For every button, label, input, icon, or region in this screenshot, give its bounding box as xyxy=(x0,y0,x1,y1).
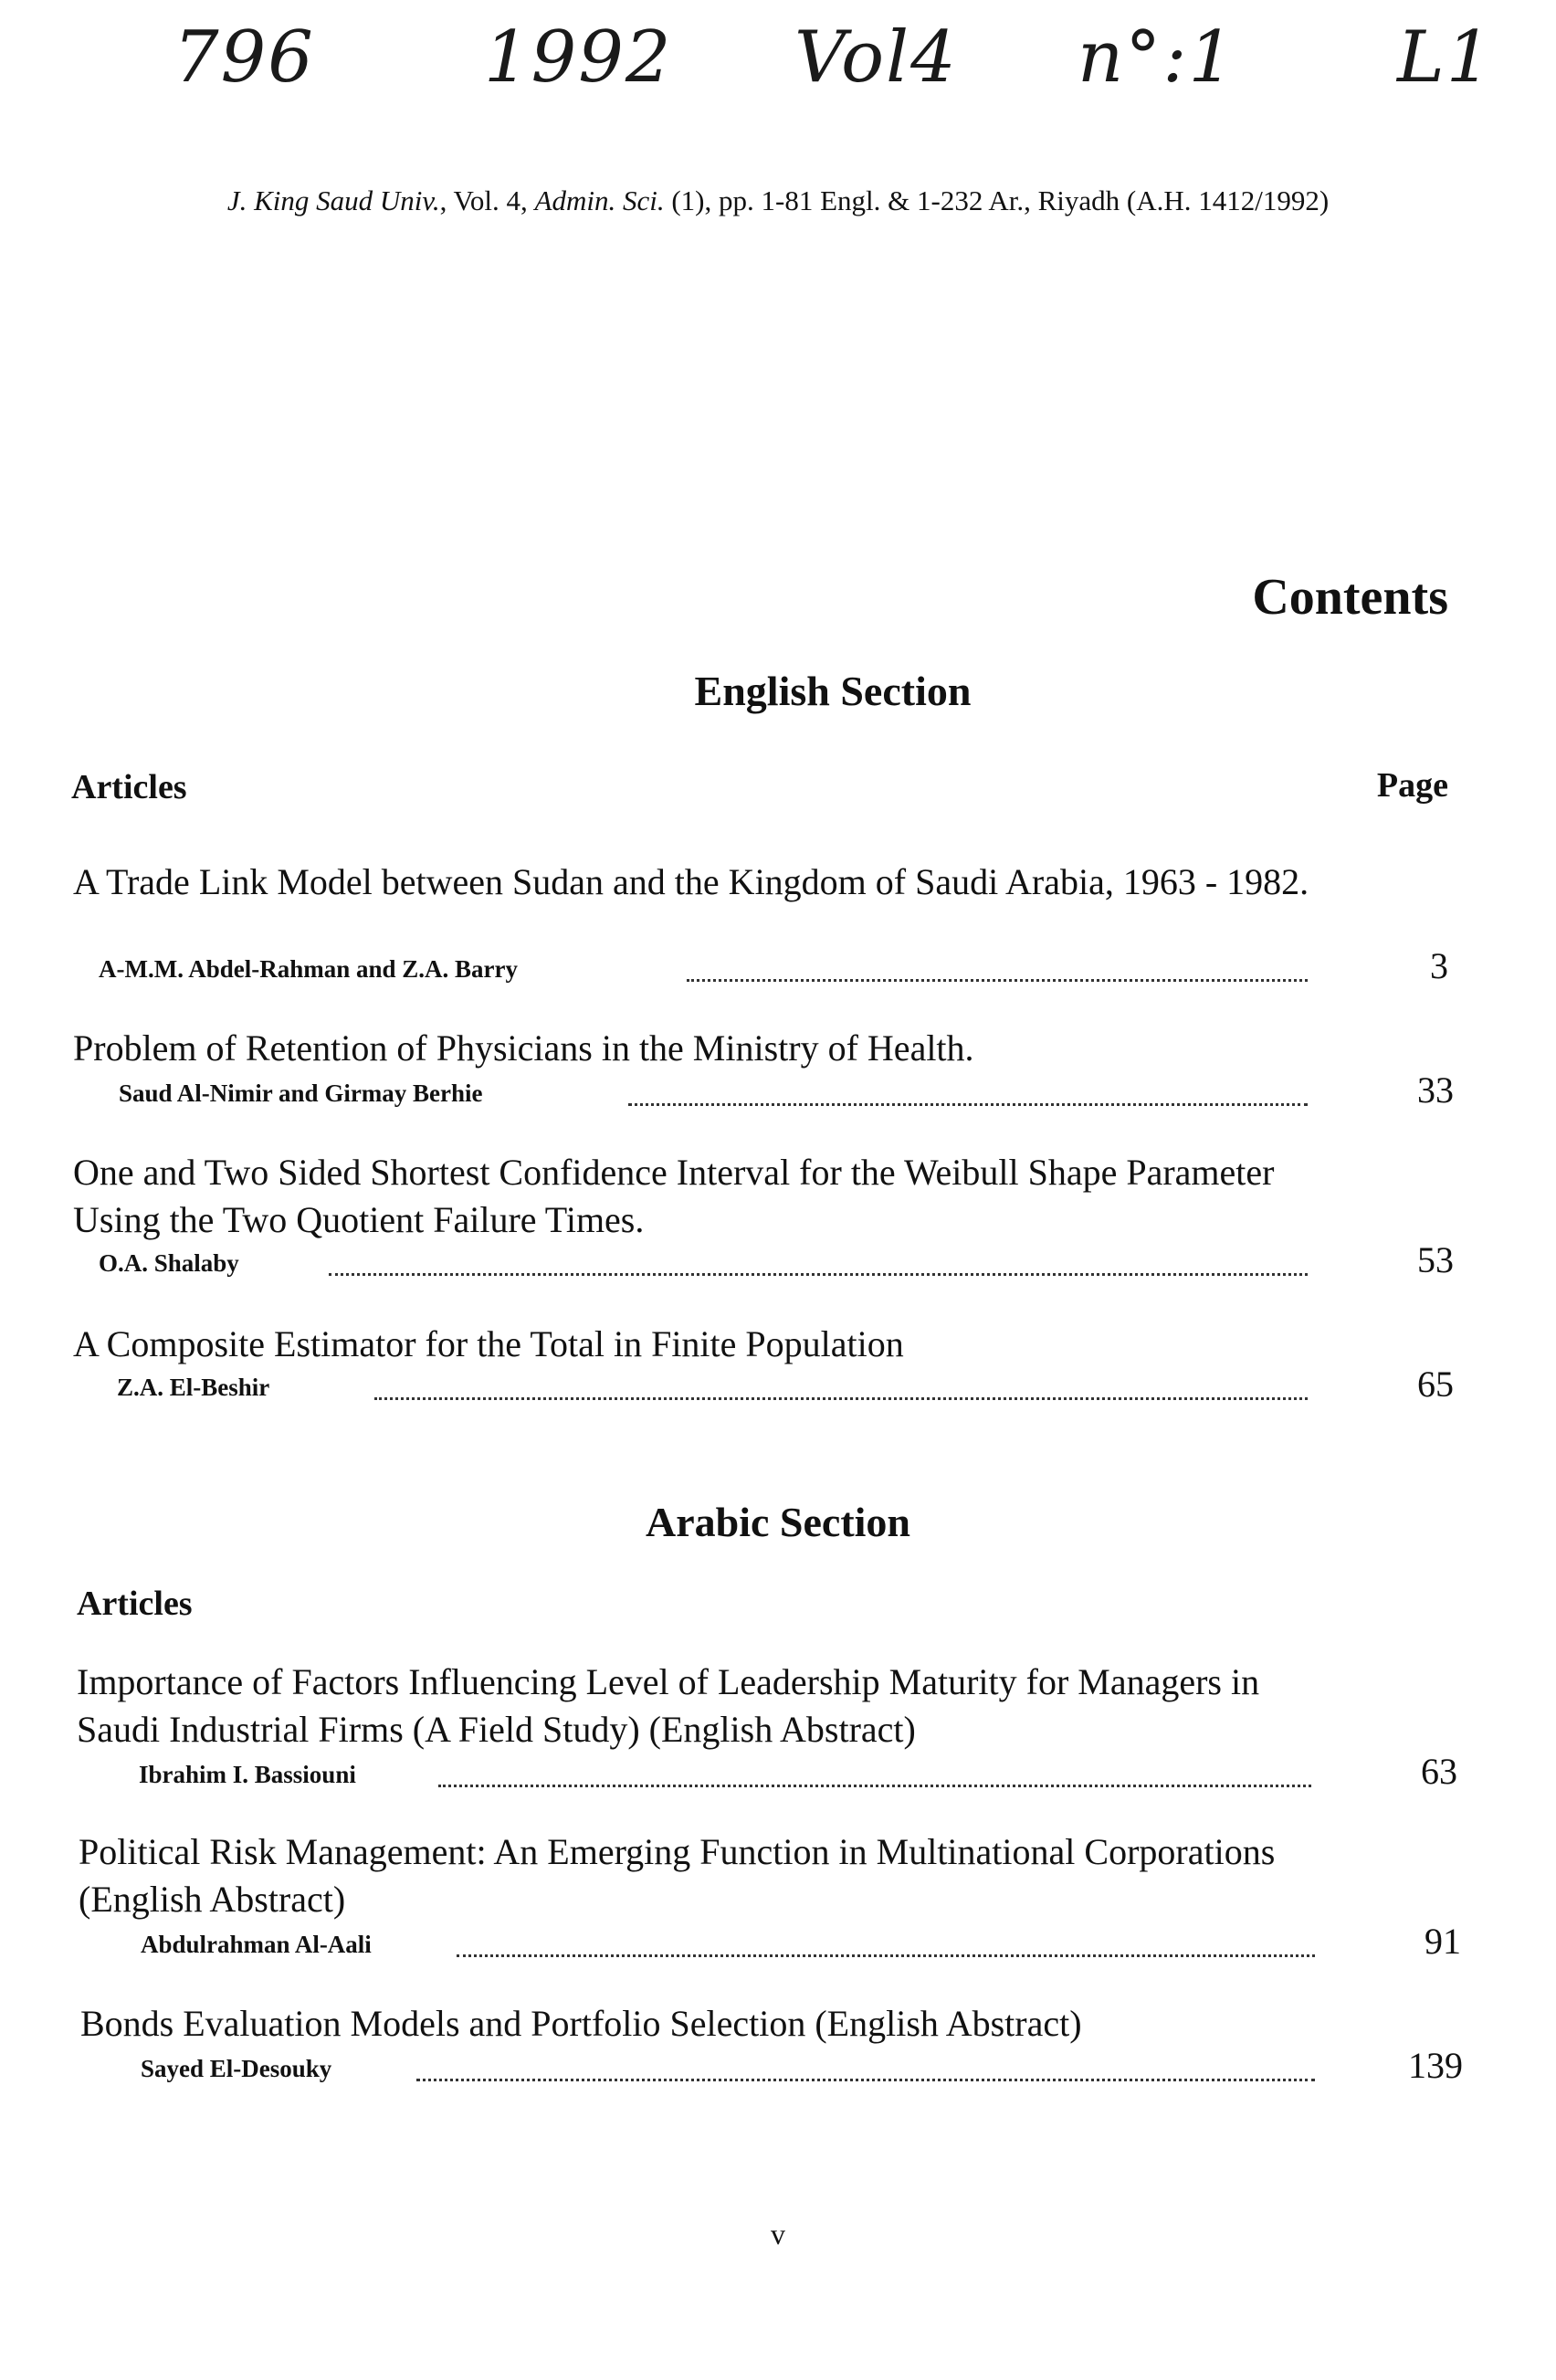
arabic-entry-1-author: Ibrahim I. Bassiouni xyxy=(139,1761,356,1788)
arabic-section-title: Arabic Section xyxy=(645,1499,910,1545)
english-section-title: English Section xyxy=(694,668,972,714)
english-entry-2-title: Problem of Retention of Physicians in the Ministry of Health. xyxy=(73,1027,974,1069)
arabic-entry-3-author: Sayed El-Desouky xyxy=(141,2055,332,2082)
english-entry-1-title: A Trade Link Model between Sudan and the Kingdom of Saudi Arabia, 1963 - 1982. xyxy=(73,861,1309,902)
arabic-entry-1-title: Importance of Factors Influencing Level of Leadership Maturity for Managers in Saudi Industrial Firms (A Field Study) (English Abstract) xyxy=(77,1661,1260,1750)
english-entry-4-author: Z.A. El-Beshir xyxy=(117,1374,270,1401)
journal-volume: Vol. 4, xyxy=(453,184,528,216)
handwritten-call-number: 796 xyxy=(173,16,315,99)
english-entry-4-page: 65 xyxy=(1417,1364,1454,1405)
arabic-articles-label: Articles xyxy=(77,1585,193,1623)
english-entry-3-author: O.A. Shalaby xyxy=(99,1249,239,1277)
arabic-entry-3-title: Bonds Evaluation Models and Portfolio Selection (English Abstract) xyxy=(80,2003,1082,2044)
arabic-entry-2-page: 91 xyxy=(1425,1921,1461,1962)
arabic-entry-1-page: 63 xyxy=(1421,1751,1457,1792)
english-entry-2-page: 33 xyxy=(1417,1069,1454,1111)
dot-leader xyxy=(687,979,1308,982)
english-entry-3-title: One and Two Sided Shortest Confidence Interval for the Weibull Shape Parameter Using the Two Quotient Failure Times. xyxy=(73,1152,1275,1240)
journal-series: Admin. Sci. xyxy=(534,184,665,216)
dot-leader xyxy=(329,1273,1308,1276)
handwritten-mark: L1 xyxy=(1397,16,1494,99)
handwritten-number: n°:1 xyxy=(1078,16,1236,99)
arabic-entry-2-title: Political Risk Management: An Emerging Function in Multinational Corporations (English Abstract) xyxy=(79,1831,1276,1920)
english-entry-1-author: A-M.M. Abdel-Rahman and Z.A. Barry xyxy=(99,955,519,983)
handwritten-year: 1992 xyxy=(484,16,673,99)
handwritten-annotation xyxy=(110,16,1494,126)
handwritten-volume: Vol4 xyxy=(794,16,958,99)
dot-leader xyxy=(416,2079,1315,2081)
page-number: v xyxy=(771,2217,785,2250)
journal-header: J. King Saud Univ., Vol. 4, Admin. Sci. (1), pp. 1-81 Engl. & 1-232 Ar., Riyadh (A.H. 1412/1992) xyxy=(226,184,1330,216)
dot-leader xyxy=(438,1785,1311,1787)
journal-details: (1), pp. 1-81 Engl. & 1-232 Ar., Riyadh (A.H. 1412/1992) xyxy=(671,184,1330,216)
contents-title: Contents xyxy=(1252,569,1448,626)
dot-leader xyxy=(628,1103,1308,1106)
dot-leader xyxy=(457,1954,1315,1957)
english-articles-label: Articles xyxy=(71,768,187,806)
journal-name: J. King Saud Univ. xyxy=(226,184,440,216)
english-entry-3-page: 53 xyxy=(1417,1239,1454,1280)
english-entry-4-title: A Composite Estimator for the Total in Finite Population xyxy=(73,1323,904,1364)
dot-leader xyxy=(374,1397,1308,1400)
english-entry-2-author: Saud Al-Nimir and Girmay Berhie xyxy=(119,1079,483,1107)
english-entry-1-page: 3 xyxy=(1430,945,1448,986)
arabic-entry-3-page: 139 xyxy=(1408,2045,1463,2086)
arabic-entry-2-author: Abdulrahman Al-Aali xyxy=(141,1931,372,1958)
page-column-label: Page xyxy=(1376,766,1448,805)
